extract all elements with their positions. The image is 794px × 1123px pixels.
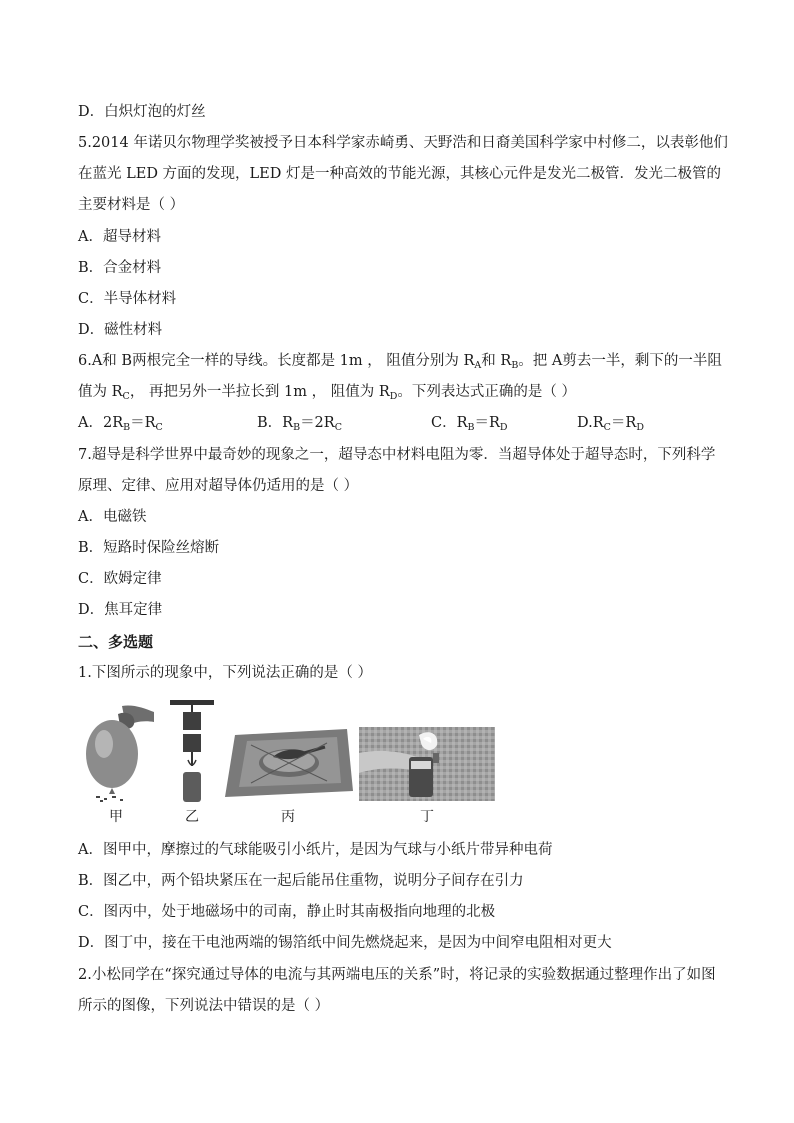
q4-option-d: D．白炽灯泡的灯丝 [78, 104, 206, 120]
q5-option-d: D．磁性材料 [78, 322, 163, 338]
q6-option-c: C．$R_B=R_D$ [431, 415, 508, 433]
figure-label-jia: 甲 [109, 809, 123, 825]
mq1-option-d: D．图丁中，接在干电池两端的锡箔纸中间先燃烧起来，是因为中间窄电阻相对更大 [78, 935, 612, 951]
q5-option-b: B．合金材料 [78, 260, 162, 276]
figure-ding-battery-foil [359, 727, 495, 801]
figure-label-ding: 丁 [420, 809, 434, 825]
mq2-stem-line2: 所示的图像，下列说法中错误的是（ ） [78, 998, 330, 1014]
q6-options-row [78, 413, 723, 433]
q6-option-d: $D.R_C=R_D$ [577, 415, 644, 433]
q5-stem-line1: 5.2014 年诺贝尔物理学奖被授予日本科学家赤崎勇、天野浩和日裔美国科学家中村修二，以表彰他们 [78, 135, 728, 151]
q6-option-a: A．$2R_B=R_C$ [78, 415, 163, 433]
figure-jia-balloon [78, 700, 154, 804]
mq1-stem: 1.下图所示的现象中，下列说法正确的是（ ） [78, 665, 372, 681]
mq2-stem-line1: 2.小松同学在“探究通过导体的电流与其两端电压的关系”时，将记录的实验数据通过整理作出了如图 [78, 967, 716, 983]
mq1-option-c: C．图丙中，处于地磁场中的司南，静止时其南极指向地理的北极 [78, 904, 496, 920]
mq1-option-b: B．图乙中，两个铅块紧压在一起后能吊住重物，说明分子间存在引力 [78, 873, 524, 889]
q7-option-c: C．欧姆定律 [78, 571, 162, 587]
q7-option-a: A．电磁铁 [78, 509, 147, 525]
figure-yi-lead-blocks [166, 700, 218, 804]
q6-option-b: B．$R_B=2R_C$ [257, 415, 342, 433]
q6-stem-line2: 值为 $R_C$， 再把另外一半拉长到 1m ， 阻值为 $R_D$。下列表达式正确的是（ ） [78, 384, 576, 402]
figure-label-bing: 丙 [281, 809, 295, 825]
mq1-option-a: A．图甲中，摩擦过的气球能吸引小纸片，是因为气球与小纸片带异种电荷 [78, 842, 553, 858]
figure-bing-sinan [221, 725, 355, 801]
q7-stem-line1: 7.超导是科学世界中最奇妙的现象之一，超导态中材料电阻为零．当超导体处于超导态时，下列科学 [78, 447, 716, 463]
q7-stem-line2: 原理、定律、应用对超导体仍适用的是（ ） [78, 478, 359, 494]
q5-option-a: A．超导材料 [78, 229, 161, 245]
q7-option-d: D．焦耳定律 [78, 602, 163, 618]
q5-stem-line3: 主要材料是（ ） [78, 197, 185, 213]
q5-option-c: C．半导体材料 [78, 291, 177, 307]
section-title-multiple-choice: 二、多选题 [78, 633, 154, 651]
q6-stem-line1: 6.A和 B两根完全一样的导线。长度都是 1m ， 阻值分别为 $R_A$和 $R_B$。把 A剪去一半，剩下的一半阻 [78, 353, 722, 371]
q5-stem-line2: 在蓝光 LED 方面的发现，LED 灯是一种高效的节能光源，其核心元件是发光二极管．发光二极管的 [78, 166, 722, 182]
figure-label-yi: 乙 [185, 809, 199, 825]
q7-option-b: B．短路时保险丝熔断 [78, 540, 220, 556]
